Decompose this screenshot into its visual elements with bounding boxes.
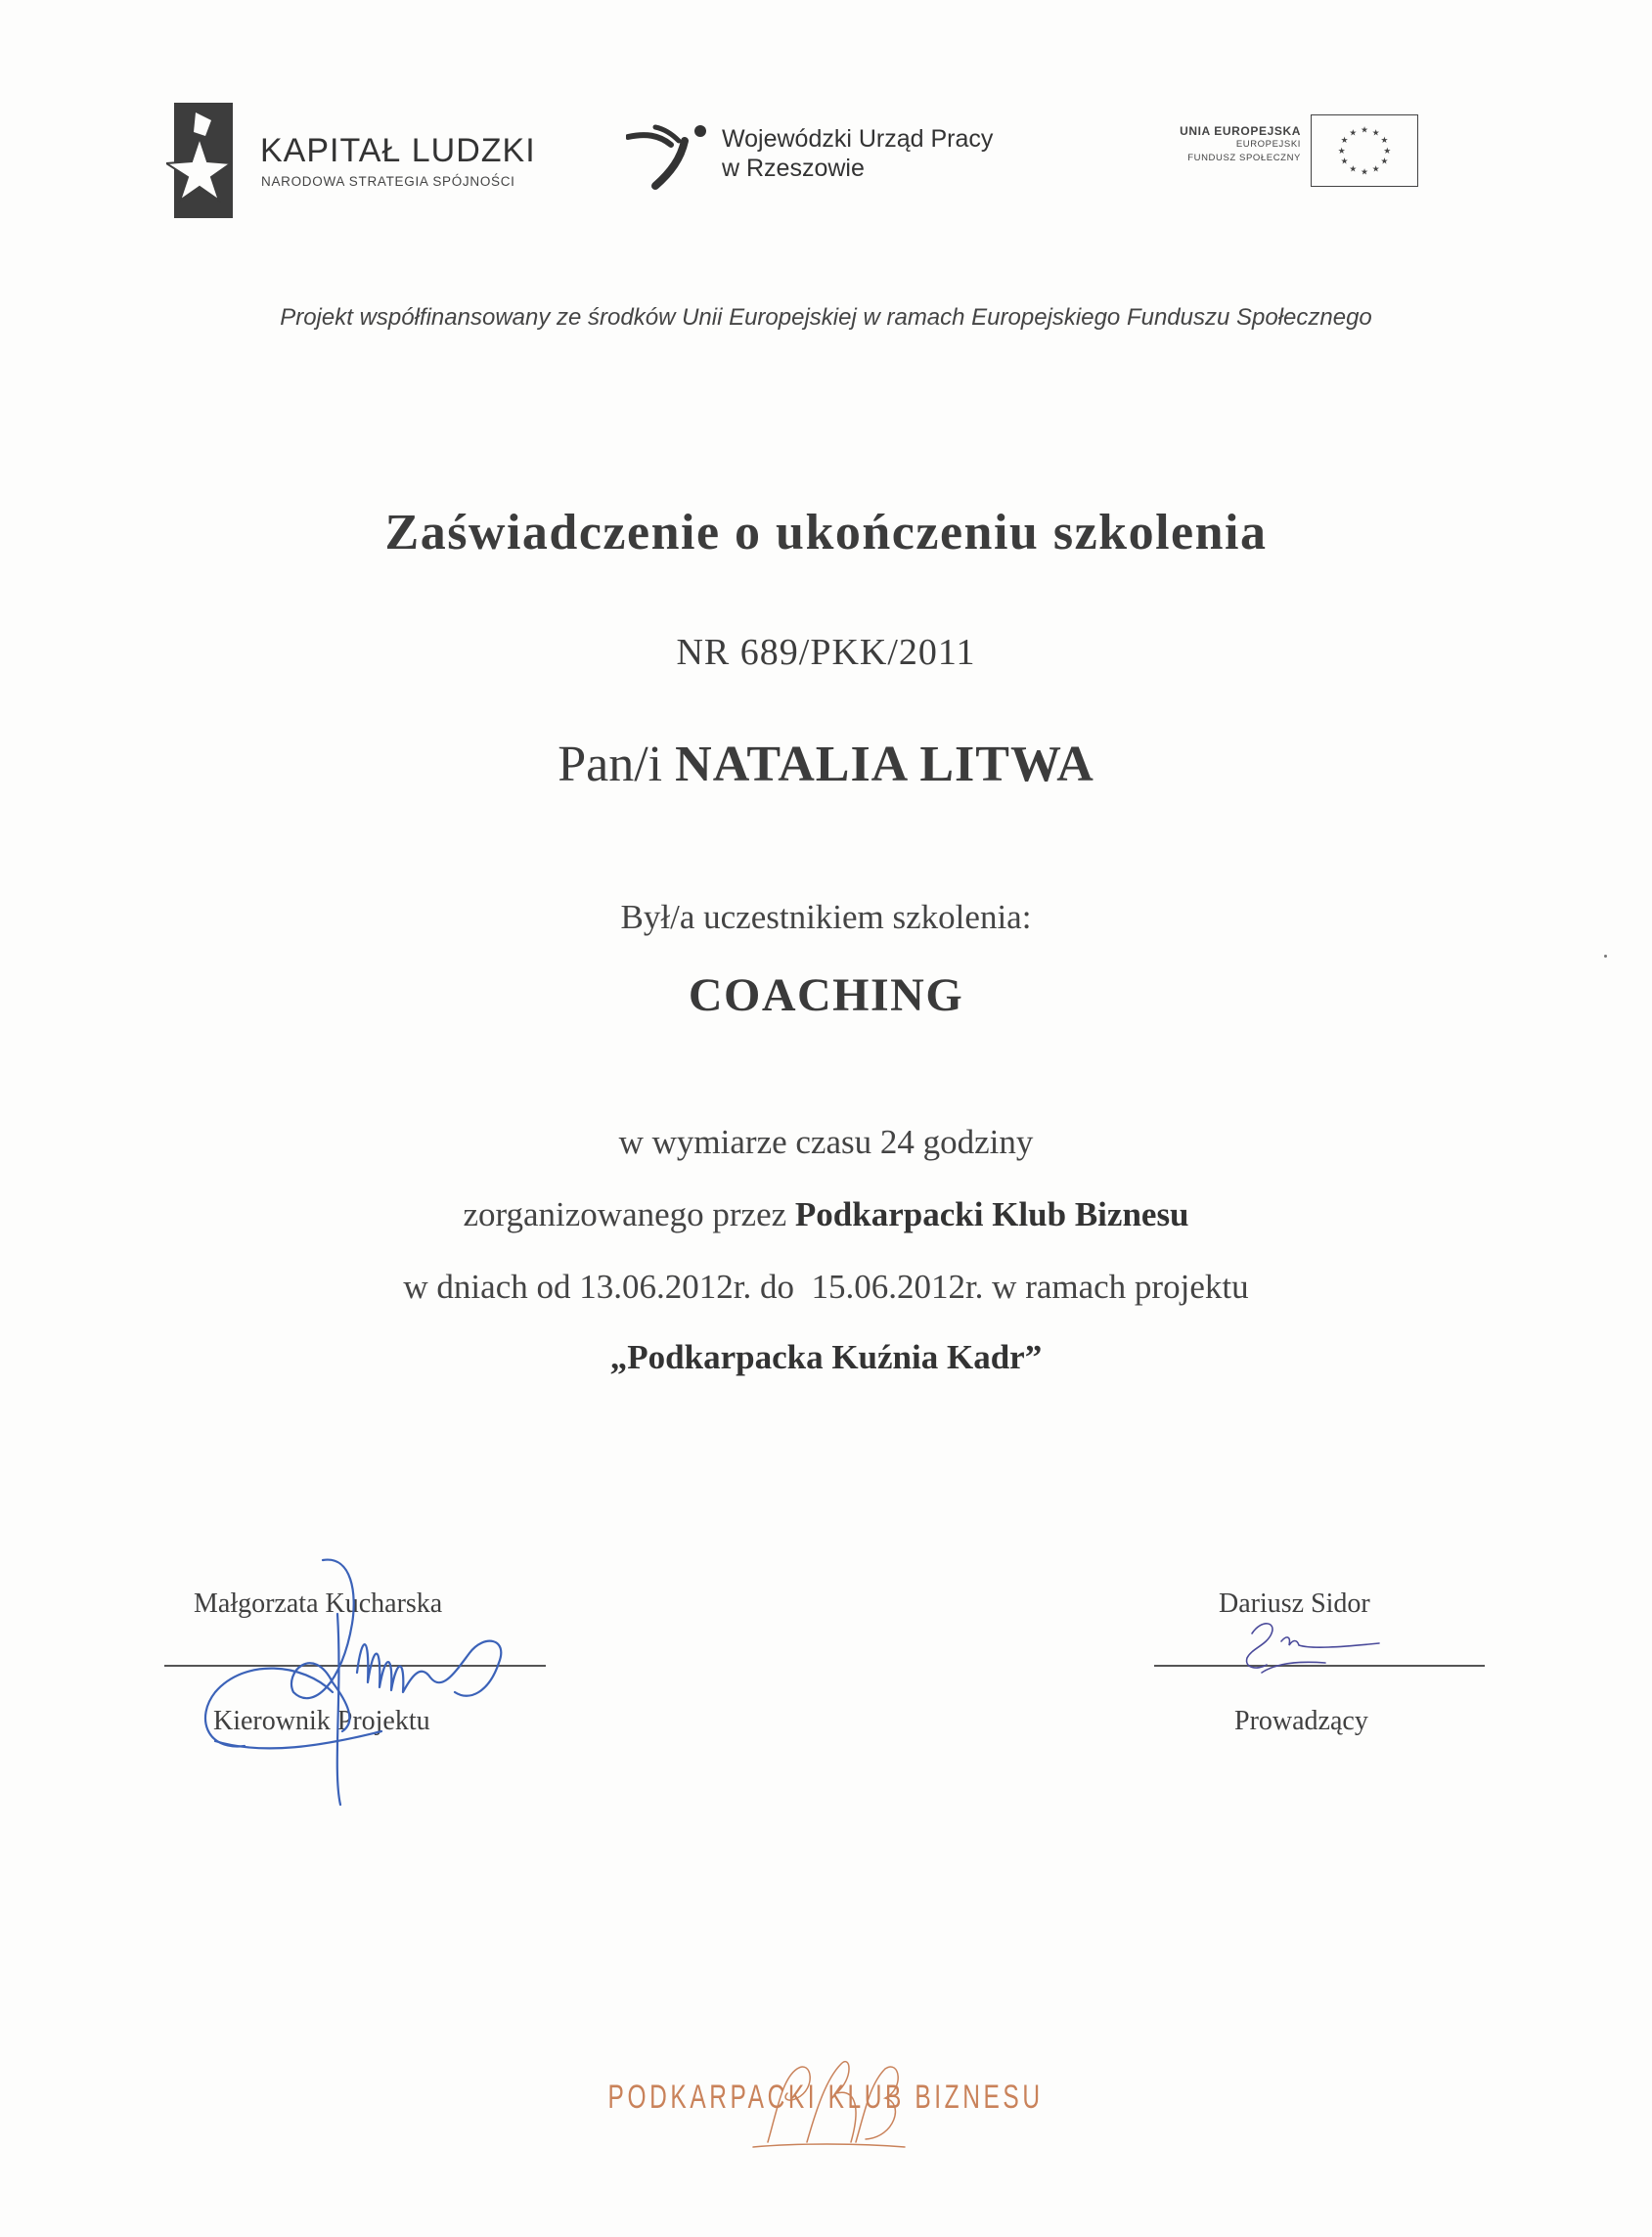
signer-left-role: Kierownik Projektu [213,1706,430,1736]
svg-text:★: ★ [1349,128,1358,139]
svg-text:★: ★ [1380,157,1389,167]
wup-bird-icon [626,115,716,194]
signer-right-role: Prowadzący [1234,1706,1368,1736]
signature-left-scribble [186,1545,558,1810]
organizer-name: Podkarpacki Klub Biznesu [794,1195,1189,1233]
eu-flag-icon [1311,114,1418,187]
kapital-ludzki-title: KAPITAŁ LUDZKI [260,132,536,169]
eu-line-1: UNIA EUROPEJSKA [1180,124,1301,138]
footer-logo [0,2079,1652,2117]
wup-line-2: w Rzeszowie [722,155,865,182]
eu-line-3: FUNDUSZ SPOŁECZNY [1187,153,1301,163]
svg-text:★: ★ [1340,136,1349,147]
signer-right-name: Dariusz Sidor [1219,1588,1370,1619]
eu-text [1180,124,1301,165]
dates-text: w dniach od 13.06.2012r. do 15.06.2012r. w ramach projektu [403,1268,1249,1306]
recipient-prefix: Pan/i [558,737,663,792]
svg-text:★: ★ [1371,164,1380,175]
scan-speck [1604,955,1607,958]
footer-logo-text: PODKARPACKI KLUB BIZNESU [607,2079,1045,2116]
svg-text:★: ★ [1371,128,1380,139]
organizer-prefix: zorganizowanego przez [463,1195,787,1233]
svg-text:★: ★ [1361,167,1368,178]
recipient-line [0,736,1652,793]
certificate-title: Zaświadczenie o ukończeniu szkolenia [384,505,1268,560]
eu-logo [1135,112,1418,191]
svg-text:★: ★ [1349,164,1358,175]
cofunding-statement: Projekt współfinansowany ze środków Unii Europejskiej w ramach Europejskiego Funduszu Społecznego [280,304,1372,331]
kapital-ludzki-subtitle: NARODOWA STRATEGIA SPÓJNOŚCI [261,174,515,189]
participant-text: Był/a uczestnikiem szkolenia: [620,898,1032,936]
signature-right-scribble [1232,1614,1408,1682]
hours-text: w wymiarze czasu 24 godziny [618,1123,1034,1161]
project-name: „Podkarpacka Kuźnia Kadr” [609,1338,1043,1376]
recipient-name: NATALIA LITWA [675,737,1094,792]
svg-text:★: ★ [1337,146,1346,157]
kapital-ludzki-logo [166,103,597,220]
svg-text:★: ★ [1340,157,1349,167]
kapital-ludzki-emblem-icon [166,103,233,218]
organizer-line [0,1195,1652,1234]
svg-text:★: ★ [1361,125,1368,136]
course-name: COACHING [688,969,964,1021]
wup-logo [626,115,1056,213]
wup-line-1: Wojewódzki Urząd Pracy [722,125,994,153]
svg-text:★: ★ [1383,146,1392,157]
signer-left-name: Małgorzata Kucharska [194,1588,443,1619]
certificate-number: NR 689/PKK/2011 [676,632,976,673]
eu-line-2: EUROPEJSKI [1235,139,1301,150]
svg-text:★: ★ [1380,136,1389,147]
